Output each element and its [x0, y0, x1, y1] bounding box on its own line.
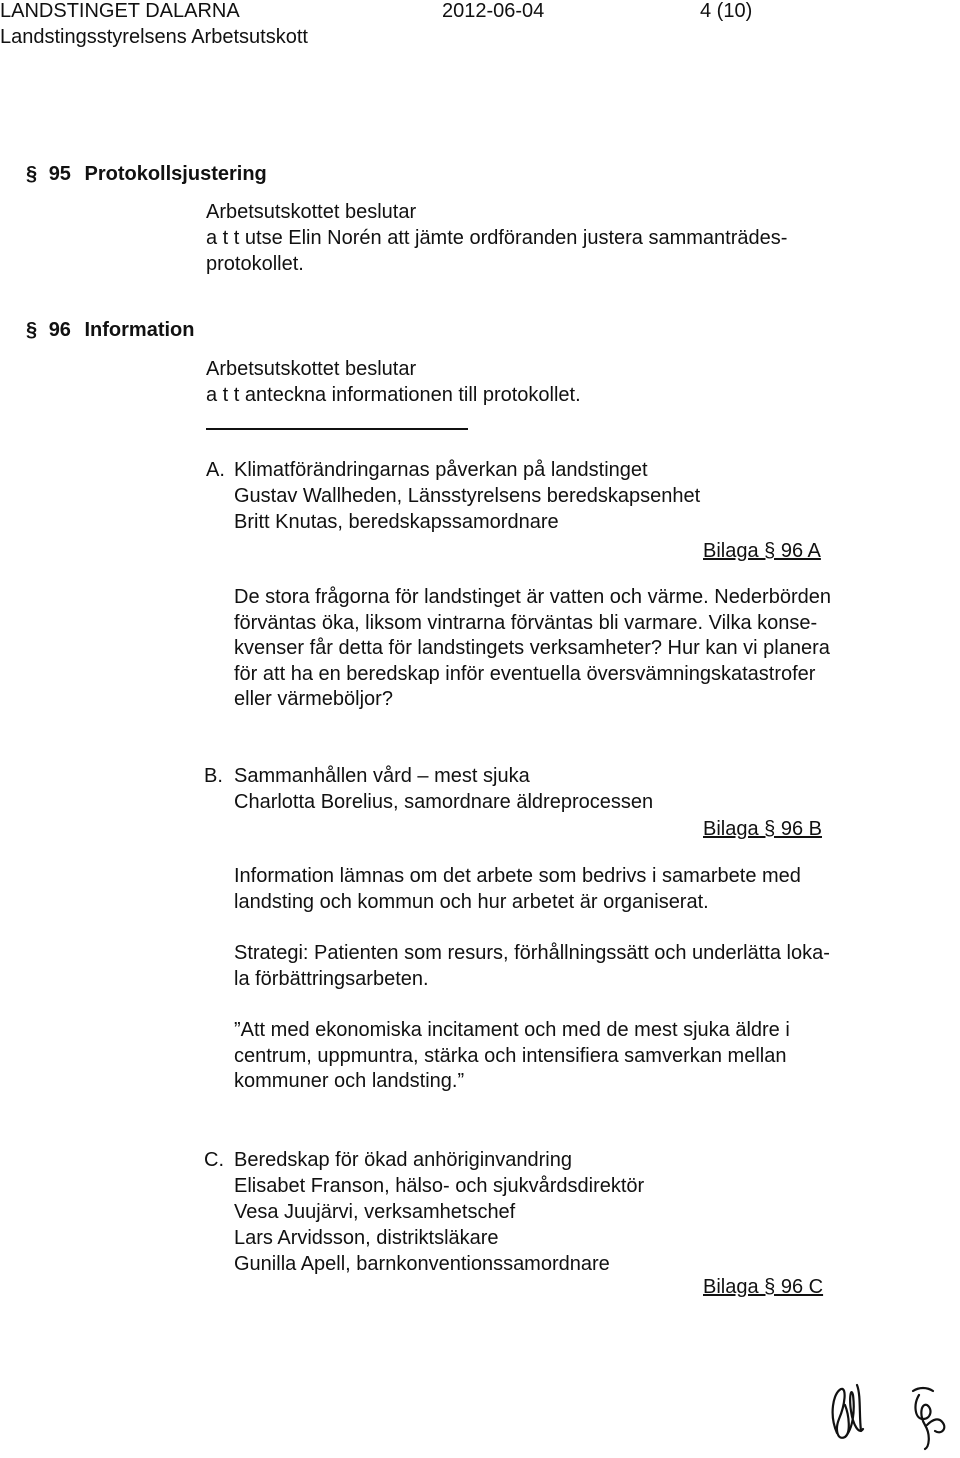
section-96-heading [26, 319, 195, 342]
paragraph-line: De stora frågorna för landstinget är vatten och värme. Nederbörden [234, 586, 831, 608]
section-95-body [206, 199, 787, 277]
paragraph-line: Strategi: Patienten som resurs, förhållningssätt och underlätta loka- [234, 942, 830, 964]
item-heading-presenter: Elisabet Franson, hälso- och sjukvårdsdirektör [234, 1175, 645, 1197]
decision-text: a t t anteckna informationen till protokollet. [206, 384, 581, 406]
paragraph-line: landsting och kommun och hur arbetet är organiserat. [234, 890, 709, 913]
item-b-paragraph-1 [234, 864, 801, 915]
item-c-heading [234, 1147, 644, 1277]
section-number: 96 [48, 319, 71, 341]
section-title: Protokollsjustering [84, 163, 267, 185]
section-symbol: § [26, 319, 38, 341]
item-heading-title: Klimatförändringarnas påverkan på landstinget [234, 459, 648, 481]
item-heading-title: Beredskap för ökad anhöriginvandring [234, 1149, 572, 1171]
handwritten-initials-icon [815, 1375, 955, 1455]
attachment-reference-c: Bilaga § 96 C [703, 1276, 824, 1298]
attachment-reference-b: Bilaga § 96 B [703, 818, 822, 840]
item-heading-presenter: Charlotta Borelius, samordnare äldreprocessen [234, 791, 654, 813]
item-b-paragraph-2 [234, 941, 830, 992]
header-organization: LANDSTINGET DALARNA [0, 0, 240, 22]
header-page-number: 4 (10) [700, 0, 753, 22]
header-department: Landstingsstyrelsens Arbetsutskott [0, 26, 308, 48]
item-heading-title: Sammanhållen vård – mest sjuka [234, 765, 530, 787]
item-heading-presenter: Vesa Juujärvi, verksamhetschef [234, 1201, 516, 1223]
item-b-paragraph-3 [234, 1018, 790, 1095]
section-95-heading [26, 163, 267, 186]
paragraph-line: ”Att med ekonomiska incitament och med de mest sjuka äldre i [234, 1019, 790, 1041]
header-date: 2012-06-04 [442, 0, 545, 22]
paragraph-line: la förbättringsarbeten. [234, 967, 429, 990]
item-letter-c: C. [204, 1149, 224, 1171]
section-96-body [206, 356, 581, 408]
decision-text: protokollet. [206, 253, 304, 275]
paragraph-line: centrum, uppmuntra, stärka och intensifiera samverkan mellan [234, 1044, 787, 1067]
paragraph-line: kvenser får detta för landstingets verksamheter? Hur kan vi planera [234, 637, 830, 659]
item-letter-a: A. [206, 459, 225, 481]
attachment-reference-a: Bilaga § 96 A [703, 540, 821, 562]
section-title: Information [84, 319, 195, 341]
item-heading-presenter: Britt Knutas, beredskapssamordnare [234, 511, 559, 533]
paragraph-line: eller värmeböljor? [234, 688, 393, 710]
section-symbol: § [26, 163, 38, 185]
paragraph-line: för att ha en beredskap inför eventuella översvämningskatastrofer [234, 662, 816, 685]
item-heading-presenter: Gustav Wallheden, Länsstyrelsens beredskapsenhet [234, 485, 701, 507]
item-heading-presenter: Gunilla Apell, barnkonventionssamordnare [234, 1253, 610, 1275]
divider-line [206, 428, 468, 430]
item-a-paragraph [234, 585, 831, 713]
paragraph-line: kommuner och landsting.” [234, 1070, 465, 1092]
paragraph-line: Information lämnas om det arbete som bedrivs i samarbete med [234, 865, 801, 887]
item-a-heading [234, 457, 700, 535]
item-b-heading [234, 763, 653, 815]
item-letter-b: B. [204, 765, 223, 787]
paragraph-line: förväntas öka, liksom vintrarna förväntas bli varmare. Vilka konse- [234, 611, 818, 634]
item-heading-presenter: Lars Arvidsson, distriktsläkare [234, 1227, 499, 1249]
decision-intro: Arbetsutskottet beslutar [206, 358, 417, 380]
decision-text: a t t utse Elin Norén att jämte ordföranden justera sammanträdes- [206, 227, 788, 249]
section-number: 95 [48, 163, 71, 185]
decision-intro: Arbetsutskottet beslutar [206, 201, 417, 223]
